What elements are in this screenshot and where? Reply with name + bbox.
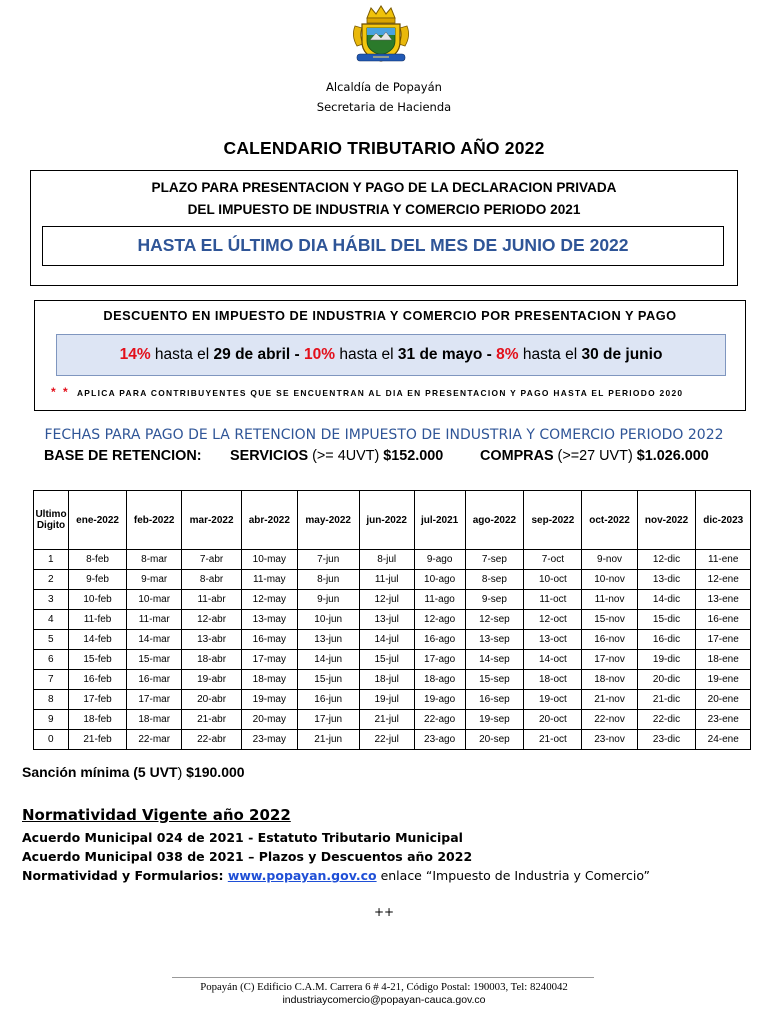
due-date-cell: 8-feb bbox=[69, 550, 127, 570]
due-date-cell: 15-jul bbox=[359, 650, 414, 670]
due-date-cell: 17-nov bbox=[582, 650, 637, 670]
due-date-cell: 19-abr bbox=[182, 670, 242, 690]
due-date-cell: 18-jul bbox=[359, 670, 414, 690]
due-date-cell: 21-jun bbox=[297, 730, 359, 750]
last-digit-cell: 1 bbox=[34, 550, 69, 570]
due-date-cell: 21-dic bbox=[637, 690, 696, 710]
due-date-cell: 12-abr bbox=[182, 610, 242, 630]
due-date-cell: 13-sep bbox=[465, 630, 524, 650]
month-column-header: feb-2022 bbox=[127, 491, 182, 550]
due-date-cell: 14-feb bbox=[69, 630, 127, 650]
regulations-title: Normatividad Vigente año 2022 bbox=[22, 806, 291, 824]
due-date-cell: 23-dic bbox=[637, 730, 696, 750]
due-date-cell: 18-nov bbox=[582, 670, 637, 690]
due-date-cell: 15-sep bbox=[465, 670, 524, 690]
due-date-cell: 23-may bbox=[241, 730, 297, 750]
due-date-cell: 7-abr bbox=[182, 550, 242, 570]
month-column-header: nov-2022 bbox=[637, 491, 696, 550]
due-date-cell: 19-jul bbox=[359, 690, 414, 710]
discount-date-3: 30 de junio bbox=[581, 346, 663, 363]
coat-of-arms-logo bbox=[349, 4, 413, 66]
month-column-header: jun-2022 bbox=[359, 491, 414, 550]
services-condition: (>= 4UVT) bbox=[308, 448, 384, 464]
table-row bbox=[34, 590, 751, 610]
due-date-cell: 16-sep bbox=[465, 690, 524, 710]
due-date-cell: 10-ago bbox=[414, 570, 465, 590]
due-date-cell: 20-sep bbox=[465, 730, 524, 750]
discount-box bbox=[34, 300, 746, 411]
penalty-label: Sanción mínima (5 UVT bbox=[22, 764, 178, 780]
due-date-cell: 11-oct bbox=[524, 590, 582, 610]
deadline-line-1: PLAZO PARA PRESENTACION Y PAGO DE LA DECLARACION PRIVADA bbox=[151, 180, 617, 195]
last-digit-cell: 8 bbox=[34, 690, 69, 710]
due-date-cell: 22-mar bbox=[127, 730, 182, 750]
due-date-cell: 14-dic bbox=[637, 590, 696, 610]
forms-link-description: enlace “Impuesto de Industria y Comercio” bbox=[376, 868, 650, 883]
due-date-cell: 9-sep bbox=[465, 590, 524, 610]
table-row bbox=[34, 570, 751, 590]
due-date-cell: 18-ene bbox=[696, 650, 751, 670]
due-date-cell: 8-sep bbox=[465, 570, 524, 590]
due-date-cell: 10-feb bbox=[69, 590, 127, 610]
discount-separator: - bbox=[290, 346, 304, 363]
due-date-cell: 14-mar bbox=[127, 630, 182, 650]
due-date-cell: 17-feb bbox=[69, 690, 127, 710]
services-label: SERVICIOS bbox=[230, 448, 309, 464]
website-link[interactable]: www.popayan.gov.co bbox=[227, 868, 377, 883]
due-date-cell: 11-ago bbox=[414, 590, 465, 610]
due-date-cell: 10-nov bbox=[582, 570, 637, 590]
due-date-cell: 8-mar bbox=[127, 550, 182, 570]
due-date-cell: 18-ago bbox=[414, 670, 465, 690]
due-date-cell: 9-feb bbox=[69, 570, 127, 590]
regulation-line-3 bbox=[22, 868, 650, 883]
due-date-cell: 12-ene bbox=[696, 570, 751, 590]
regulation-line-1: Acuerdo Municipal 024 de 2021 - Estatuto Tributario Municipal bbox=[22, 830, 463, 845]
due-date-cell: 23-ene bbox=[696, 710, 751, 730]
purchases-condition: (>=27 UVT) bbox=[553, 448, 637, 464]
table-row bbox=[34, 730, 751, 750]
due-date-cell: 11-feb bbox=[69, 610, 127, 630]
last-digit-cell: 2 bbox=[34, 570, 69, 590]
due-date-cell: 9-ago bbox=[414, 550, 465, 570]
month-column-header: sep-2022 bbox=[524, 491, 582, 550]
due-date-cell: 17-may bbox=[241, 650, 297, 670]
due-date-cell: 20-oct bbox=[524, 710, 582, 730]
note-asterisks: * * bbox=[51, 385, 70, 399]
due-date-cell: 21-feb bbox=[69, 730, 127, 750]
month-column-header: may-2022 bbox=[297, 491, 359, 550]
due-date-cell: 16-ene bbox=[696, 610, 751, 630]
footer-address: Popayán (C) Edificio C.A.M. Carrera 6 # 4-21, Código Postal: 190003, Tel: 8240042 bbox=[200, 981, 568, 993]
due-date-cell: 13-ene bbox=[696, 590, 751, 610]
due-date-cell: 22-nov bbox=[582, 710, 637, 730]
discount-heading: DESCUENTO EN IMPUESTO DE INDUSTRIA Y COMERCIO POR PRESENTACION Y PAGO bbox=[103, 308, 677, 323]
due-date-cell: 23-nov bbox=[582, 730, 637, 750]
due-date-cell: 22-ago bbox=[414, 710, 465, 730]
due-date-cell: 18-may bbox=[241, 670, 297, 690]
due-date-cell: 11-may bbox=[241, 570, 297, 590]
table-row bbox=[34, 630, 751, 650]
due-date-cell: 17-jun bbox=[297, 710, 359, 730]
due-date-cell: 19-dic bbox=[637, 650, 696, 670]
retention-calendar-table bbox=[33, 490, 751, 750]
month-column-header: jul-2021 bbox=[414, 491, 465, 550]
due-date-cell: 9-nov bbox=[582, 550, 637, 570]
last-digit-cell: 6 bbox=[34, 650, 69, 670]
due-date-cell: 21-oct bbox=[524, 730, 582, 750]
due-date-cell: 10-may bbox=[241, 550, 297, 570]
due-date-cell: 19-ago bbox=[414, 690, 465, 710]
due-date-cell: 13-abr bbox=[182, 630, 242, 650]
due-date-cell: 15-mar bbox=[127, 650, 182, 670]
due-date-cell: 7-oct bbox=[524, 550, 582, 570]
discount-note bbox=[51, 385, 741, 399]
due-date-cell: 8-abr bbox=[182, 570, 242, 590]
due-date-cell: 10-jun bbox=[297, 610, 359, 630]
table-row bbox=[34, 550, 751, 570]
due-date-cell: 12-oct bbox=[524, 610, 582, 630]
discount-pct-1: 14% bbox=[119, 346, 151, 363]
plus-plus-mark: ++ bbox=[374, 905, 395, 919]
due-date-cell: 12-may bbox=[241, 590, 297, 610]
retention-base-label: BASE DE RETENCION: bbox=[44, 448, 202, 464]
due-date-cell: 11-mar bbox=[127, 610, 182, 630]
due-date-cell: 16-nov bbox=[582, 630, 637, 650]
due-date-cell: 8-jun bbox=[297, 570, 359, 590]
month-column-header: dic-2023 bbox=[696, 491, 751, 550]
discount-separator: - bbox=[482, 346, 497, 363]
table-row bbox=[34, 670, 751, 690]
last-digit-cell: 0 bbox=[34, 730, 69, 750]
due-date-cell: 16-jun bbox=[297, 690, 359, 710]
last-digit-cell: 7 bbox=[34, 670, 69, 690]
page-title: CALENDARIO TRIBUTARIO AÑO 2022 bbox=[223, 138, 545, 158]
note-text: APLICA PARA CONTRIBUYENTES QUE SE ENCUENTRAN AL DIA EN PRESENTACION Y PAGO HASTA EL PERIODO 2020 bbox=[76, 388, 684, 398]
regulation-line-2: Acuerdo Municipal 038 de 2021 – Plazos y Descuentos año 2022 bbox=[22, 849, 473, 864]
org-department: Secretaria de Hacienda bbox=[316, 100, 452, 114]
table-row bbox=[34, 690, 751, 710]
minimum-penalty bbox=[22, 764, 245, 780]
due-date-cell: 21-abr bbox=[182, 710, 242, 730]
due-date-cell: 12-dic bbox=[637, 550, 696, 570]
due-date-cell: 13-may bbox=[241, 610, 297, 630]
month-column-header: ene-2022 bbox=[69, 491, 127, 550]
due-date-cell: 10-oct bbox=[524, 570, 582, 590]
services-value: $152.000 bbox=[383, 448, 444, 464]
due-date-cell: 22-abr bbox=[182, 730, 242, 750]
due-date-cell: 19-ene bbox=[696, 670, 751, 690]
due-date-cell: 19-oct bbox=[524, 690, 582, 710]
due-date-cell: 16-may bbox=[241, 630, 297, 650]
due-date-cell: 9-jun bbox=[297, 590, 359, 610]
deadline-box bbox=[30, 170, 738, 286]
due-date-cell: 13-jul bbox=[359, 610, 414, 630]
due-date-cell: 11-ene bbox=[696, 550, 751, 570]
discount-details bbox=[56, 334, 726, 376]
discount-text-1: hasta el bbox=[150, 346, 214, 363]
due-date-cell: 20-dic bbox=[637, 670, 696, 690]
due-date-cell: 17-mar bbox=[127, 690, 182, 710]
discount-date-2: 31 de mayo bbox=[397, 346, 483, 363]
due-date-cell: 22-jul bbox=[359, 730, 414, 750]
purchases-label: COMPRAS bbox=[480, 448, 554, 464]
due-date-cell: 10-mar bbox=[127, 590, 182, 610]
due-date-cell: 15-dic bbox=[637, 610, 696, 630]
discount-date-1: 29 de abril bbox=[213, 346, 291, 363]
discount-text-3: hasta el bbox=[518, 346, 582, 363]
due-date-cell: 11-jul bbox=[359, 570, 414, 590]
due-date-cell: 19-sep bbox=[465, 710, 524, 730]
due-date-cell: 20-ene bbox=[696, 690, 751, 710]
digit-header-line-1: Ultimo bbox=[35, 509, 67, 520]
last-digit-cell: 4 bbox=[34, 610, 69, 630]
due-date-cell: 21-nov bbox=[582, 690, 637, 710]
due-date-cell: 16-feb bbox=[69, 670, 127, 690]
due-date-cell: 11-nov bbox=[582, 590, 637, 610]
due-date-cell: 21-jul bbox=[359, 710, 414, 730]
due-date-cell: 13-jun bbox=[297, 630, 359, 650]
due-date-cell: 23-ago bbox=[414, 730, 465, 750]
due-date-cell: 12-ago bbox=[414, 610, 465, 630]
penalty-close-paren: ) bbox=[177, 764, 183, 780]
due-date-cell: 9-mar bbox=[127, 570, 182, 590]
due-date-cell: 14-jul bbox=[359, 630, 414, 650]
deadline-highlight: HASTA EL ÚLTIMO DIA HÁBIL DEL MES DE JUNIO DE 2022 bbox=[42, 226, 724, 266]
digit-header-line-2: Digito bbox=[36, 520, 66, 531]
table-row bbox=[34, 610, 751, 630]
due-date-cell: 7-jun bbox=[297, 550, 359, 570]
penalty-value: $190.000 bbox=[182, 764, 245, 780]
due-date-cell: 13-oct bbox=[524, 630, 582, 650]
table-header-row bbox=[34, 491, 751, 550]
retention-purchases bbox=[480, 448, 709, 464]
deadline-line-2: DEL IMPUESTO DE INDUSTRIA Y COMERCIO PERIODO 2021 bbox=[187, 202, 581, 217]
month-column-header: mar-2022 bbox=[182, 491, 242, 550]
due-date-cell: 7-sep bbox=[465, 550, 524, 570]
forms-label: Normatividad y Formularios: bbox=[22, 868, 228, 883]
due-date-cell: 8-jul bbox=[359, 550, 414, 570]
due-date-cell: 16-mar bbox=[127, 670, 182, 690]
last-digit-cell: 3 bbox=[34, 590, 69, 610]
due-date-cell: 16-ago bbox=[414, 630, 465, 650]
due-date-cell: 24-ene bbox=[696, 730, 751, 750]
month-column-header: ago-2022 bbox=[465, 491, 524, 550]
retention-dates-title: FECHAS PARA PAGO DE LA RETENCION DE IMPUESTO DE INDUSTRIA Y COMERCIO PERIODO 2022 bbox=[44, 427, 724, 443]
digit-column-header bbox=[34, 491, 69, 550]
due-date-cell: 22-dic bbox=[637, 710, 696, 730]
due-date-cell: 17-ene bbox=[696, 630, 751, 650]
due-date-cell: 12-sep bbox=[465, 610, 524, 630]
due-date-cell: 17-ago bbox=[414, 650, 465, 670]
due-date-cell: 18-mar bbox=[127, 710, 182, 730]
due-date-cell: 15-feb bbox=[69, 650, 127, 670]
due-date-cell: 20-may bbox=[241, 710, 297, 730]
table-row bbox=[34, 710, 751, 730]
due-date-cell: 16-dic bbox=[637, 630, 696, 650]
due-date-cell: 18-feb bbox=[69, 710, 127, 730]
last-digit-cell: 9 bbox=[34, 710, 69, 730]
purchases-value: $1.026.000 bbox=[636, 448, 709, 464]
due-date-cell: 19-may bbox=[241, 690, 297, 710]
due-date-cell: 14-jun bbox=[297, 650, 359, 670]
last-digit-cell: 5 bbox=[34, 630, 69, 650]
due-date-cell: 18-oct bbox=[524, 670, 582, 690]
due-date-cell: 20-abr bbox=[182, 690, 242, 710]
due-date-cell: 12-jul bbox=[359, 590, 414, 610]
month-column-header: abr-2022 bbox=[241, 491, 297, 550]
due-date-cell: 13-dic bbox=[637, 570, 696, 590]
footer-email: industriaycomercio@popayan-cauca.gov.co bbox=[282, 994, 486, 1006]
table-row bbox=[34, 650, 751, 670]
org-name: Alcaldía de Popayán bbox=[326, 80, 442, 94]
footer-divider bbox=[172, 977, 594, 978]
due-date-cell: 14-sep bbox=[465, 650, 524, 670]
discount-text-2: hasta el bbox=[335, 346, 398, 363]
due-date-cell: 11-abr bbox=[182, 590, 242, 610]
due-date-cell: 14-oct bbox=[524, 650, 582, 670]
discount-pct-3: 8% bbox=[496, 346, 519, 363]
due-date-cell: 15-jun bbox=[297, 670, 359, 690]
month-column-header: oct-2022 bbox=[582, 491, 637, 550]
due-date-cell: 15-nov bbox=[582, 610, 637, 630]
retention-services bbox=[230, 448, 443, 464]
discount-pct-2: 10% bbox=[303, 346, 336, 363]
due-date-cell: 18-abr bbox=[182, 650, 242, 670]
